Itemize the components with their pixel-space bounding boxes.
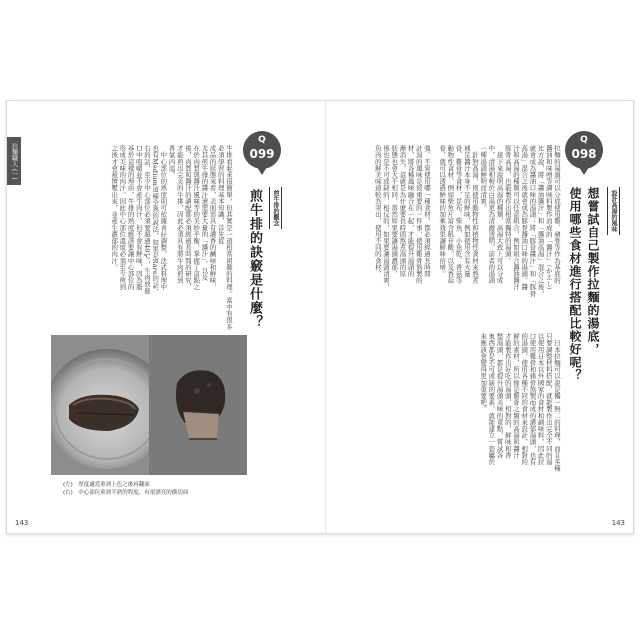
body-para: 動物性食材，例如柴魚片富含肌苷酸，以及香菇 (446, 145, 455, 284)
photo-steak-cross-section-art (149, 335, 247, 475)
left-page (7, 101, 325, 533)
body-para: 比方說，將「醬油醬汁」和「醬油高湯」混合之後， (536, 145, 545, 297)
caption-a: (左) 厚度適當煎到上色之後再翻面 (63, 482, 150, 488)
badge-tail (257, 167, 267, 175)
body-para: 也有Medium這種全熟的說法，如果是Rare的話， (151, 145, 160, 295)
body-text-upper-right (435, 145, 561, 323)
body-para: 狀態也會大不相同，當然如果要讓湯頭濃郁， (390, 145, 399, 277)
body-para: 來應該會變得更加重要吧。 (479, 333, 488, 413)
body-para: 高湯」混合之後就會成為豚骨醬油口味的湯頭。醬 (520, 145, 529, 291)
body-para: 尤其煎牛排的醬汁還需要大量的「醬汁」，以及 (200, 145, 209, 281)
badge-q-label: Q (580, 135, 588, 145)
question-badge-098 (565, 125, 603, 177)
body-para: 的湯頭，使用各種不同的食材來設計，相對的 (520, 333, 529, 465)
body-para: 才能製作出好吃的湯頭，相對的，鮮味和香 (503, 333, 512, 459)
body-para: 補足醬汁本身不足的鮮味，例如使用含有大量 (462, 145, 471, 277)
body-para: 接下來說明高湯的種類，高湯大致上可以分成 (495, 145, 504, 284)
question-title: 煎牛排的訣竅是什麼？ (247, 189, 262, 329)
body-para: 日本拉麵可以說是獨一無二的料理，而且多種 (553, 333, 561, 472)
body-para: 醬油和味噌等調味料製作而成的「醬汁」（かえし） (544, 145, 553, 294)
body-para: 只要調整材料搭配，就能製作出完全不同的湯 (544, 333, 553, 465)
body-para: 骨、雞骨等食材，昆布、柴魚、小魚乾、香菇等 (454, 145, 463, 284)
body-para: 形成美味的肉汁，因此中心部位溫度必須至少煎到 (118, 145, 127, 291)
body-para: 鮮的素材，所以像是雞骨之類的高湯和醬汁 (511, 333, 520, 459)
body-para: 漸消失，這就是為什麼要長時間熬煮湯頭的原 (398, 145, 407, 277)
body-para: 魚肉的鮮美味道較為突出，使用不同的食材， (373, 145, 382, 277)
body-para: 才能煎出完美的牛排，因此必須具有將牛肉煎到 (175, 145, 184, 284)
category-tag: 設計高湯的風味 (607, 187, 620, 235)
page-number-left: 143 (15, 519, 29, 527)
body-para: 豚骨高湯，也能製作出相當獨特的湯頭。 (503, 145, 512, 264)
body-para: 一種湯頭鮮明而清爽。 (479, 145, 488, 211)
badge-number: 098 (571, 147, 597, 161)
body-para: 右的話，至少中心部位必須要超過40℃，生肉放進 (142, 145, 151, 294)
body-para: 牛排看起來很簡單，但其實是一道相當困難的料理。當中有很多必須學習的料理基本知識，首先從 (216, 145, 233, 330)
question-title-line2: 使用哪些食材進行搭配比較好呢？ (568, 187, 582, 382)
badge-number: 099 (249, 147, 275, 161)
body-para: 之後才會被擠壓出來，並產生濃郁的肉汁。 (110, 145, 119, 271)
caption-b: (右) 中心部位煎到半熟的程度，有很漂亮的横切面 (63, 490, 189, 496)
body-para: 以使用日本以外國家的食材和調味料，因此拉 (536, 333, 545, 465)
photo-steak-in-pan (51, 335, 149, 475)
category-tag: 煎牛排的觀念 (269, 187, 282, 229)
body-para: 在於肉質與醬汁風味等的美妙平衡，掌握了這點之 (192, 145, 201, 291)
badge-q-label: Q (258, 135, 266, 145)
photo-captions (63, 481, 263, 497)
body-para: 口使用雞骨和豬骨熬製而成的濃郁湯頭，也有 (528, 333, 537, 465)
body-para: 計湯的風味是很重要的一件事，使用雞骨熬製的 (414, 145, 423, 284)
body-para: 強。不管使用哪一種食材，都必須經過長時間 (423, 145, 431, 277)
right-page (327, 101, 633, 533)
question-title-line1: 想嘗試自己製作拉麵的湯底， (586, 187, 600, 356)
book-spread (6, 100, 634, 534)
page-number-right: 143 (611, 519, 625, 527)
section-tab: 拉麵職人 (一) (7, 137, 21, 185)
question-badge-099 (243, 125, 281, 177)
body-para: 後，肉質和醬汁的調配都必須經過長時間的研究， (183, 145, 192, 291)
body-para: 基於這樣的理由，牛排的熟度應該要讓中心部位的 (126, 145, 135, 291)
body-para: 整湯頭，都是提升湯頭美味的重點，嘗試各 (495, 333, 504, 459)
body-para: 骨，就可以透過鮮味的加乘效果讓鮮味倍增。 (438, 145, 447, 277)
body-text-upper-left (341, 145, 431, 323)
body-para: 就會成為醬油口味的湯頭；將「豚骨醬汁」和「豚骨 (528, 145, 537, 297)
body-text (37, 145, 233, 331)
body-text-lower (341, 333, 561, 513)
body-para: 針對高湯，則使用動物性和植物性食材來熬煮 (470, 145, 479, 284)
badge-tail (579, 167, 589, 175)
body-para: 成品的狀態來看，表面需具有濃香的鹹味和鮮味， (208, 145, 217, 291)
body-para: 拉麵的湯頭可以分成使用雞、豬骨等作為基底的 (553, 145, 561, 284)
body-para: 東西都是不可或缺的要素，就能建立一套屬於 (487, 333, 496, 465)
body-para: 口中咀嚼並不會產生肉汁，但不會有鮮味，因為脂 (134, 145, 143, 291)
body-para: 係也是不可或缺的，相反的，如果要讓湯頭清爽， (381, 145, 390, 291)
body-para: 材，將各種風味融合在一起，才能提升湯頭的 (406, 145, 415, 277)
body-para: 中，清湯相較於白湯更為清澈透明，前者的湯頭 (487, 145, 496, 284)
photo-steak-in-pan-art (51, 335, 149, 475)
body-para: 香氣四溢。 (167, 145, 176, 178)
photo-steak-cross-section (149, 335, 247, 475)
body-para: 中心部位的熟度則可依據喜好調整，法式料理中 (159, 145, 168, 291)
body-para: 汁和高湯的種類可以任意組合，例如組合醬油醬汁 (511, 145, 520, 291)
